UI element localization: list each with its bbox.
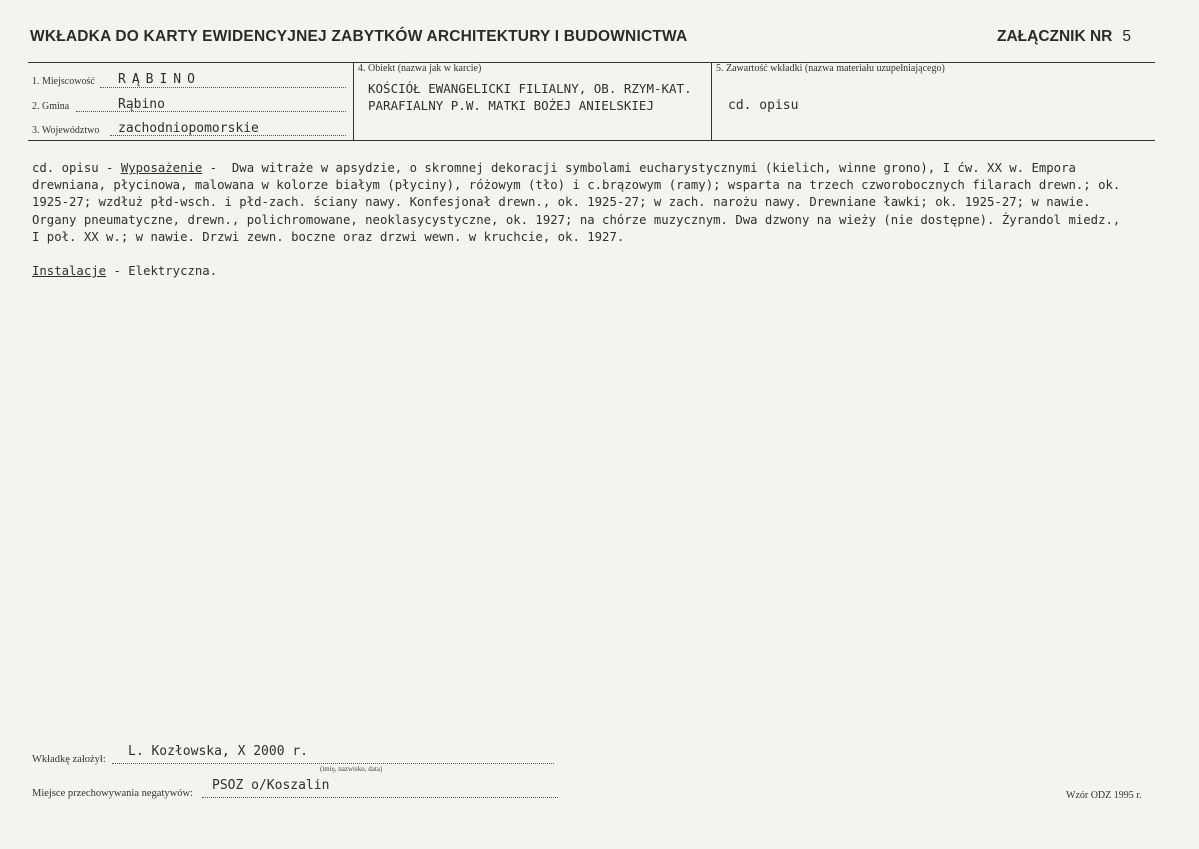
zawartosc-label: 5. Zawartość wkładki (nazwa materiału uzupełniającego)	[716, 63, 945, 74]
form-title: WKŁADKA DO KARTY EWIDENCYJNEJ ZABYTKÓW ARCHITEKTURY I BUDOWNICTWA	[30, 28, 688, 45]
zalozyl-value: L. Kozłowska, X 2000 r.	[128, 744, 309, 759]
gmina-value: Rąbino	[118, 97, 165, 112]
table-top-border	[28, 62, 1155, 63]
zalozyl-dots	[112, 763, 554, 764]
zawartosc-value: cd. opisu	[728, 98, 799, 113]
column-divider-1	[353, 62, 354, 140]
gmina-label: 2. Gmina	[32, 101, 70, 112]
obiekt-label: 4. Obiekt (nazwa jak w karcie)	[358, 63, 482, 74]
miejscowosc-dots	[100, 87, 346, 88]
content-prefix: cd. opisu -	[32, 161, 121, 175]
instalacje-heading: Instalacje	[32, 264, 107, 279]
zalozyl-label: Wkładkę założył:	[32, 754, 106, 765]
obiekt-value: KOŚCIÓŁ EWANGELICKI FILIALNY, OB. RZYM-KAT. PARAFIALNY P.W. MATKI BOŻEJ ANIELSKIEJ	[368, 81, 692, 113]
wyposazenie-heading: Wyposażenie	[120, 161, 203, 175]
miejsce-label: Miejsce przechowywania negatywów:	[32, 788, 193, 799]
wzor-label: Wzór ODZ 1995 r.	[1066, 790, 1142, 801]
wojewodztwo-value: zachodniopomorskie	[118, 121, 259, 136]
description-body	[32, 160, 1128, 280]
annex-label	[997, 28, 1131, 46]
miejsce-dots	[202, 797, 558, 798]
zalozyl-hint: (imię, nazwisko, data)	[320, 765, 383, 773]
gmina-dots	[76, 111, 346, 112]
annex-label-text: ZAŁĄCZNIK NR	[997, 28, 1113, 45]
wyposazenie-text: - Dwa witraże w apsydzie, o skromnej dekoracji symbolami eucharystycznymi (kielich, winne grono), I ćw. XX w. Empora drewniana, płycinowa, malowana w kolorze białym (płyciny), różowym (tło) i c.brązowym (ramy); wsparta na trzech czworobocznych filarach drewn.; ok. 1925-27; wzdłuż płd-wsch. i płd-zach. ściany nawy. Konfesjonał drewn., ok. 1925-27; w zach. narożu nawy. Drewniane ławki; ok. 1925-27; w nawie. Organy pneumatyczne, drewn., polichromowane, neoklasycystyczne, ok. 1927; na chórze muzycznym. Dwa dzwony na wieży (nie dostępne). Żyrandol miedz., I poł. XX w.; w nawie. Drzwi zewn. boczne oraz drzwi wewn. w kruchcie, ok. 1927.	[32, 161, 1128, 244]
miejsce-value: PSOZ o/Koszalin	[212, 778, 330, 793]
instalacje-text: - Elektryczna.	[106, 264, 218, 279]
table-bottom-border	[28, 140, 1155, 141]
column-divider-2	[711, 62, 712, 140]
miejscowosc-label: 1. Miejscowość	[32, 76, 95, 87]
annex-number: 5	[1122, 28, 1131, 45]
miejscowosc-value: RĄBINO	[118, 72, 201, 87]
wojewodztwo-label: 3. Województwo	[32, 125, 100, 136]
